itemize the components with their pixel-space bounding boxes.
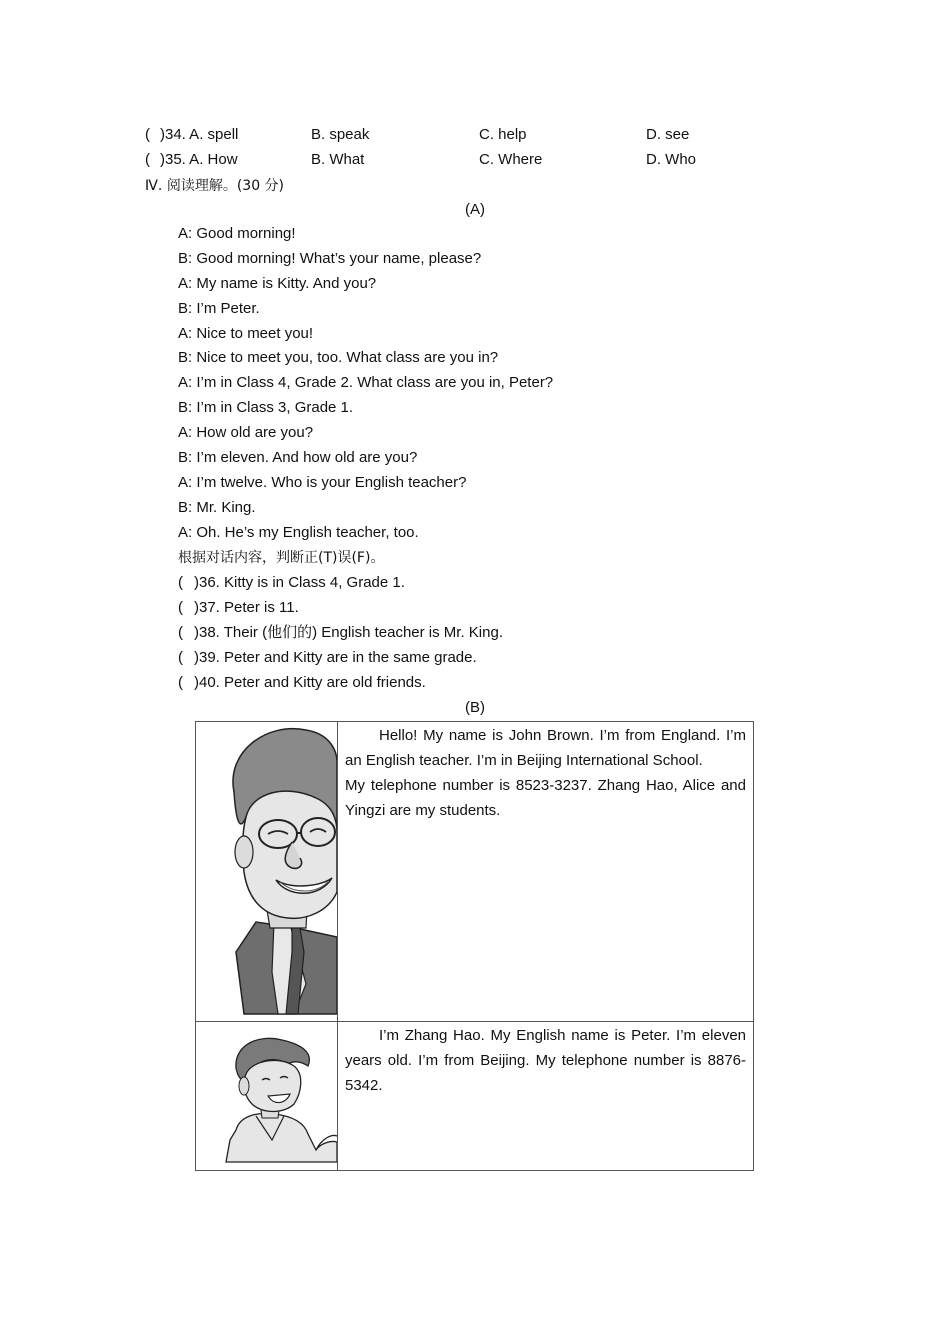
tf-items bbox=[178, 573, 503, 698]
tf-instruction: 根据对话内容，判断正(T)误(F)。 bbox=[178, 549, 385, 566]
mcq-row bbox=[145, 150, 765, 170]
tf-item bbox=[178, 648, 503, 673]
passage-b-table bbox=[195, 721, 754, 1171]
tf-item bbox=[178, 673, 503, 698]
tf-item bbox=[178, 598, 503, 623]
dialogue-line: A: I’m in Class 4, Grade 2. What class are you in, Peter? bbox=[178, 374, 554, 392]
dialogue bbox=[178, 224, 553, 572]
tf-text: )37. Peter is 11. bbox=[194, 599, 299, 616]
dialogue-line: A: How old are you? bbox=[178, 424, 314, 442]
table-row bbox=[196, 722, 753, 1022]
table-row bbox=[196, 1022, 753, 1170]
dialogue-line: A: I’m twelve. Who is your English teacher? bbox=[178, 473, 467, 491]
mcq-row bbox=[145, 125, 765, 145]
option-c: C. Where bbox=[479, 151, 543, 168]
question-option-a: )35. A. How bbox=[160, 151, 238, 168]
answer-paren: ( bbox=[178, 574, 183, 591]
section-heading: Ⅳ. 阅读理解。(30 分) bbox=[145, 178, 285, 194]
teacher-passage bbox=[345, 723, 746, 823]
dialogue-line: B: Nice to meet you, too. What class are you in? bbox=[178, 349, 499, 367]
student-passage bbox=[345, 1023, 746, 1098]
passage-paragraph: I’m Zhang Hao. My English name is Peter. I’m eleven years old. I’m from Beijing. My telephone number is 8876-5342. bbox=[345, 1027, 746, 1094]
dialogue-line: B: I’m in Class 3, Grade 1. bbox=[178, 399, 354, 417]
answer-paren: ( bbox=[145, 126, 150, 143]
answer-paren: ( bbox=[178, 599, 183, 616]
option-d: D. see bbox=[646, 126, 690, 143]
tf-text: )39. Peter and Kitty are in the same grade. bbox=[194, 649, 477, 666]
dialogue-line: A: My name is Kitty. And you? bbox=[178, 274, 377, 292]
dialogue-line: B: Good morning! What’s your name, please? bbox=[178, 249, 482, 267]
answer-paren: ( bbox=[145, 151, 150, 168]
answer-paren: ( bbox=[178, 649, 183, 666]
dialogue-line: A: Nice to meet you! bbox=[178, 324, 314, 342]
answer-paren: ( bbox=[178, 674, 183, 691]
teacher-illustration bbox=[196, 722, 338, 1021]
dialogue-line: B: Mr. King. bbox=[178, 498, 256, 516]
answer-paren: ( bbox=[178, 624, 183, 641]
question-option-a: )34. A. spell bbox=[160, 126, 239, 143]
tf-item bbox=[178, 573, 503, 598]
dialogue-line: B: I’m eleven. And how old are you? bbox=[178, 449, 418, 467]
option-b: B. speak bbox=[311, 126, 370, 143]
passage-paragraph: Hello! My name is John Brown. I’m from England. I’m an English teacher. I’m in Beijing International School. bbox=[345, 727, 746, 769]
option-d: D. Who bbox=[646, 151, 697, 168]
student-illustration bbox=[196, 1022, 338, 1170]
part-b-label: (B) bbox=[465, 699, 485, 716]
dialogue-line: A: Oh. He’s my English teacher, too. bbox=[178, 523, 419, 541]
option-c: C. help bbox=[479, 126, 527, 143]
dialogue-line: B: I’m Peter. bbox=[178, 299, 260, 317]
tf-item bbox=[178, 623, 503, 648]
dialogue-line: A: Good morning! bbox=[178, 225, 296, 242]
option-b: B. What bbox=[311, 151, 365, 168]
part-a-label: (A) bbox=[465, 201, 485, 218]
tf-text: )36. Kitty is in Class 4, Grade 1. bbox=[194, 574, 405, 591]
tf-text: )40. Peter and Kitty are old friends. bbox=[194, 674, 426, 691]
passage-paragraph: My telephone number is 8523-3237. Zhang Hao, Alice and Yingzi are my students. bbox=[345, 777, 746, 819]
tf-text: )38. Their (他们的) English teacher is Mr. King. bbox=[194, 624, 503, 641]
